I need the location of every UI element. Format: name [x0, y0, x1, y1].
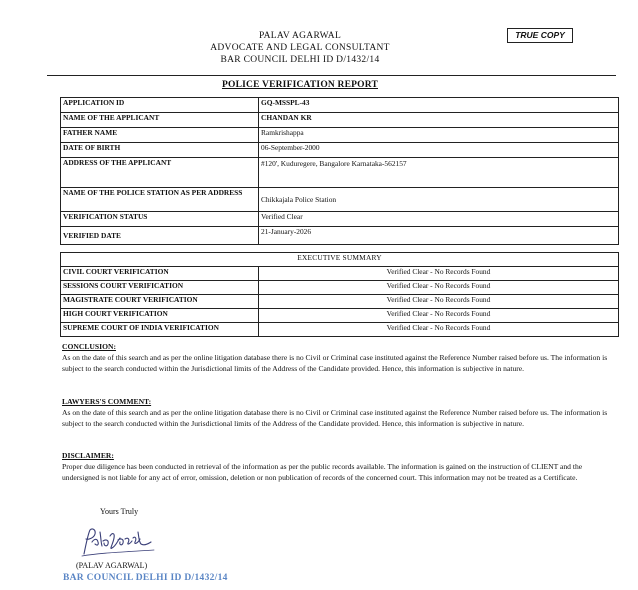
- conclusion-section: [62, 341, 618, 375]
- detail-label: APPLICATION ID: [61, 98, 259, 113]
- table-row: [61, 128, 619, 143]
- table-row: [61, 212, 619, 227]
- footer-bar-council-id: BAR COUNCIL DELHI ID D/1432/14: [63, 573, 228, 583]
- executive-summary-table: [60, 252, 619, 337]
- table-row: [61, 309, 619, 323]
- lawyers-comment-text: As on the date of this search and as per the online litigation database there is no Civil or Criminal case instituted against the Reference Number raised before us. The information is subject to the search conducted within the Jurisdictional limits of the Address of the Candidate provided. Hence, this information is subjective in nature.: [62, 408, 608, 429]
- detail-value: 21-January-2026: [259, 227, 619, 245]
- handwritten-signature-icon: [78, 526, 158, 565]
- summary-value: Verified Clear - No Records Found: [259, 281, 619, 295]
- table-row: [61, 253, 619, 267]
- yours-truly: Yours Truly: [100, 507, 139, 516]
- detail-value: 06-September-2000: [259, 143, 619, 158]
- true-copy-stamp: TRUE COPY: [507, 28, 573, 43]
- table-row: [61, 323, 619, 337]
- conclusion-text: As on the date of this search and as per the online litigation database there is no Civil or Criminal case instituted against the Reference Number raised before us. The information is subject to the search conducted within the Jurisdictional limits of the Address of the Candidate provided. Hence, this information is subjective in nature.: [62, 353, 608, 374]
- detail-label: VERIFICATION STATUS: [61, 212, 259, 227]
- table-row: [61, 98, 619, 113]
- table-row: [61, 158, 619, 188]
- summary-label: CIVIL COURT VERIFICATION: [61, 267, 259, 281]
- disclaimer-section: [62, 450, 618, 484]
- summary-value: Verified Clear - No Records Found: [259, 309, 619, 323]
- detail-label: NAME OF THE POLICE STATION AS PER ADDRESS: [61, 188, 259, 212]
- bar-council-id: BAR COUNCIL DELHI ID D/1432/14: [220, 55, 380, 65]
- advocate-name: PALAV AGARWAL: [258, 31, 342, 41]
- table-row: [61, 295, 619, 309]
- table-row: [61, 143, 619, 158]
- applicant-details-table: [60, 97, 619, 245]
- table-row: [61, 188, 619, 212]
- detail-value: #120', Kuduregere, Bangalore Karnataka-562157: [259, 158, 619, 188]
- table-row: [61, 227, 619, 245]
- detail-label: NAME OF THE APPLICANT: [61, 113, 259, 128]
- disclaimer-heading: DISCLAIMER:: [62, 451, 114, 460]
- detail-value: Ramkrishappa: [259, 128, 619, 143]
- lawyers-comment-heading: LAWYERS'S COMMENT:: [62, 397, 152, 406]
- summary-label: SUPREME COURT OF INDIA VERIFICATION: [61, 323, 259, 337]
- disclaimer-text: Proper due diligence has been conducted in retrieval of the information as per the public records available. The information is gained on the instruction of CLIENT and the undersigned is not liable for any act of error, omission, deletion or non publication of records of the concerned court. This information may not be treated as a Certificate.: [62, 462, 583, 483]
- advocate-title: ADVOCATE AND LEGAL CONSULTANT: [210, 43, 390, 53]
- signatory-name: (PALAV AGARWAL): [76, 561, 148, 570]
- table-row: [61, 113, 619, 128]
- detail-label: ADDRESS OF THE APPLICANT: [61, 158, 259, 188]
- summary-label: HIGH COURT VERIFICATION: [61, 309, 259, 323]
- detail-label: FATHER NAME: [61, 128, 259, 143]
- detail-value: Verified Clear: [259, 212, 619, 227]
- table-row: [61, 281, 619, 295]
- lawyers-comment-section: [62, 396, 618, 430]
- detail-label: VERIFIED DATE: [61, 227, 259, 245]
- report-title: POLICE VERIFICATION REPORT: [221, 80, 378, 90]
- detail-value: Chikkajala Police Station: [259, 188, 619, 212]
- detail-value: CHANDAN KR: [259, 113, 619, 128]
- summary-value: Verified Clear - No Records Found: [259, 323, 619, 337]
- summary-value: Verified Clear - No Records Found: [259, 267, 619, 281]
- summary-label: SESSIONS COURT VERIFICATION: [61, 281, 259, 295]
- detail-value: GQ-MSSPL-43: [259, 98, 619, 113]
- detail-label: DATE OF BIRTH: [61, 143, 259, 158]
- summary-value: Verified Clear - No Records Found: [259, 295, 619, 309]
- header-divider: [47, 75, 616, 76]
- summary-heading: EXECUTIVE SUMMARY: [61, 253, 619, 267]
- conclusion-heading: CONCLUSION:: [62, 342, 117, 351]
- summary-label: MAGISTRATE COURT VERIFICATION: [61, 295, 259, 309]
- table-row: [61, 267, 619, 281]
